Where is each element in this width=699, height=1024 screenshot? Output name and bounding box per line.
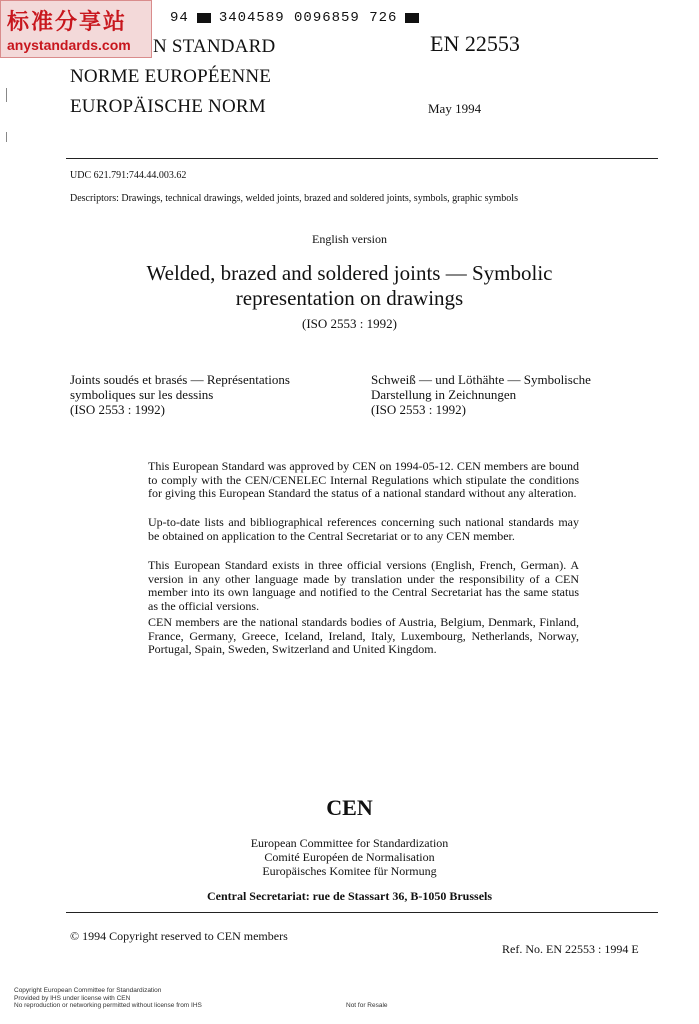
not-for-resale: Not for Resale bbox=[346, 1002, 388, 1009]
reference-number: Ref. No. EN 22553 : 1994 E bbox=[502, 942, 639, 956]
header-line-3: EUROPÄISCHE NORM bbox=[70, 96, 266, 117]
footer-line: Provided by IHS under license with CEN bbox=[14, 994, 131, 1002]
udc-code: UDC 621.791:744.44.003.62 bbox=[70, 170, 187, 181]
german-title-line: Schweiß — und Löthähte — Symbolische bbox=[371, 372, 591, 387]
watermark-logo bbox=[0, 0, 152, 58]
french-title bbox=[70, 372, 350, 417]
barcode-block bbox=[197, 13, 211, 23]
title-line-2: representation on drawings bbox=[235, 286, 464, 310]
central-secretariat: Central Secretariat: rue de Stassart 36, B-1050 Brussels bbox=[206, 889, 493, 903]
margin-tick bbox=[6, 132, 7, 142]
barcode-prefix: 94 bbox=[170, 10, 189, 26]
german-title bbox=[371, 372, 651, 417]
watermark-url: anystandards.com bbox=[7, 37, 131, 53]
bottom-rule bbox=[66, 912, 658, 913]
header-line-2: NORME EUROPÉENNE bbox=[70, 66, 272, 87]
french-title-line: Joints soudés et brasés — Représentations bbox=[70, 372, 290, 387]
cen-logo-text: CEN bbox=[326, 795, 373, 820]
footer-line: No reproduction or networking permitted without license from IHS bbox=[14, 1002, 202, 1009]
paragraph-references: Up-to-date lists and bibliographical references concerning such national standards may be obtained on application to the Central Secretariat or to any CEN member. bbox=[148, 515, 579, 543]
header-line-1: N STANDARD bbox=[153, 36, 276, 57]
title-iso-ref: (ISO 2553 : 1992) bbox=[302, 316, 397, 331]
watermark-cn-text: 标准分享站 bbox=[7, 10, 128, 35]
standard-number: EN 22553 bbox=[430, 31, 520, 56]
german-title-line: Darstellung in Zeichnungen bbox=[371, 387, 517, 402]
margin-tick bbox=[6, 88, 7, 102]
footer-line: Copyright European Committee for Standardization bbox=[14, 987, 162, 994]
cen-name-fr: Comité Européen de Normalisation bbox=[264, 850, 435, 864]
top-rule bbox=[66, 158, 658, 159]
barcode-block-end bbox=[405, 13, 419, 23]
copyright-notice: © 1994 Copyright reserved to CEN members bbox=[70, 929, 288, 943]
footer-license bbox=[14, 987, 202, 1010]
version-label: English version bbox=[312, 232, 387, 246]
cen-names bbox=[0, 836, 699, 878]
title-line-1: Welded, brazed and soldered joints — Symbolic bbox=[146, 261, 553, 285]
cen-name-en: European Committee for Standardization bbox=[250, 836, 449, 850]
french-title-line: symboliques sur les dessins bbox=[70, 387, 214, 402]
descriptors: Descriptors: Drawings, technical drawings, welded joints, brazed and soldered joints, symbols, graphic symbols bbox=[70, 193, 518, 204]
paragraph-approval: This European Standard was approved by CEN on 1994-05-12. CEN members are bound to comply with the CEN/CENELEC Internal Regulations which stipulate the conditions for giving this European Standard the status of a national standard without any alteration. bbox=[148, 459, 579, 500]
publication-date: May 1994 bbox=[428, 101, 482, 116]
paragraph-members: CEN members are the national standards bodies of Austria, Belgium, Denmark, Finland, France, Germany, Greece, Iceland, Ireland, Italy, Luxembourg, Netherlands, Norway, Portugal, Spain, Sweden, Switzerland and United Kingdom. bbox=[148, 615, 579, 656]
french-title-line: (ISO 2553 : 1992) bbox=[70, 402, 165, 417]
german-title-line: (ISO 2553 : 1992) bbox=[371, 402, 466, 417]
cen-name-de: Europäisches Komitee für Normung bbox=[262, 864, 437, 878]
barcode-numbers: 3404589 0096859 726 bbox=[218, 10, 398, 26]
paragraph-versions: This European Standard exists in three official versions (English, French, German). A version in any other language made by translation under the responsibility of a CEN member into its own language and notified to the Central Secretariat has the same status as the official versions. bbox=[148, 558, 579, 613]
barcode-line bbox=[170, 10, 427, 26]
